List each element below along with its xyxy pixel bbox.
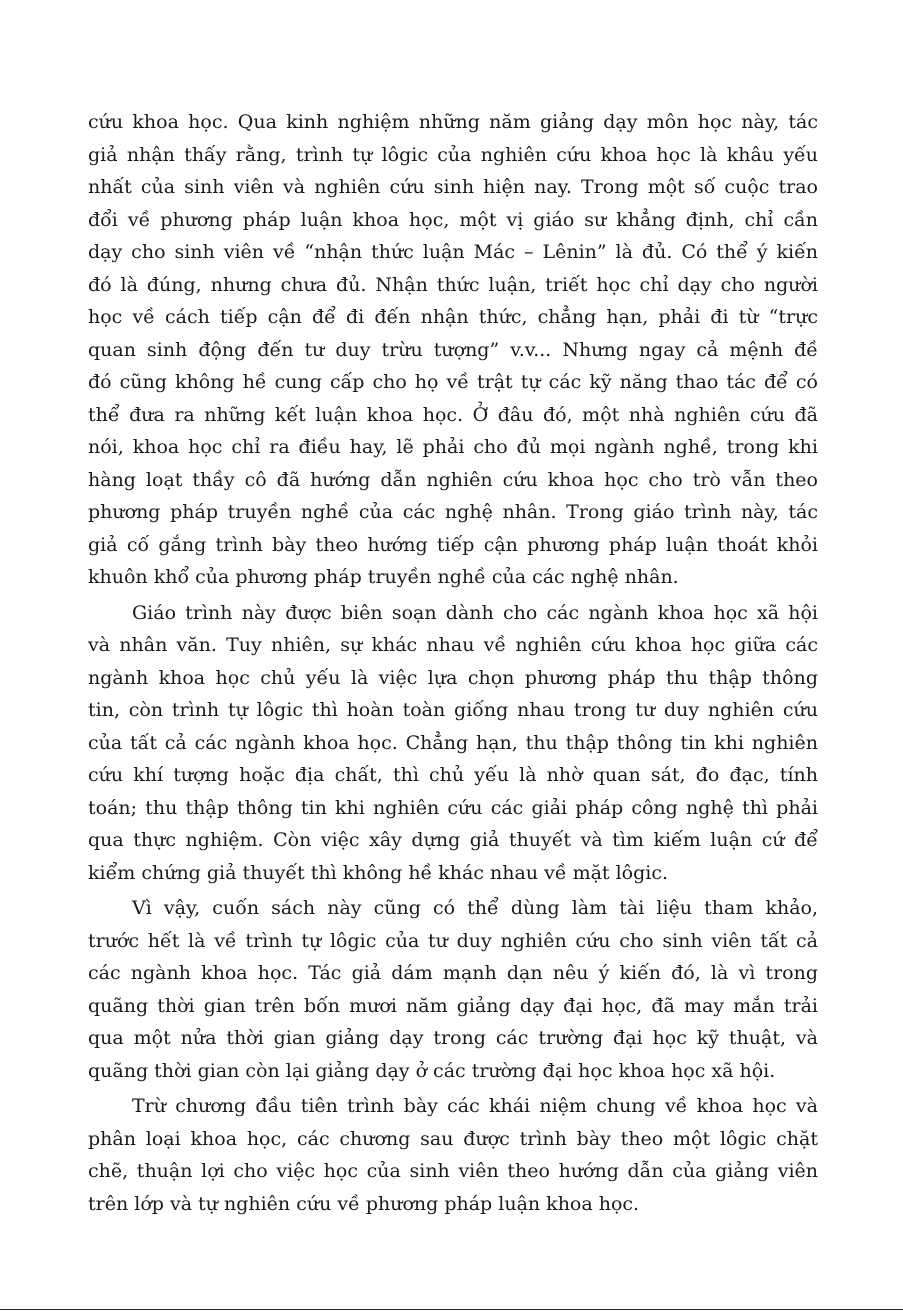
text-line: quan sinh động đến tư duy trừu tượng” v.v... Nhưng ngay cả mệnh đề: [88, 338, 818, 361]
text-line: trên lớp và tự nghiên cứu về phương pháp luận khoa học.: [88, 1192, 640, 1215]
text-line: qua một nửa thời gian giảng dạy trong các trường đại học kỹ thuật, và: [88, 1027, 818, 1049]
text-line: của tất cả các ngành khoa học. Chẳng hạn, thu thập thông tin khi nghiên: [88, 731, 818, 754]
text-line: đó cũng không hề cung cấp cho họ về trật tự các kỹ năng thao tác để có: [88, 371, 818, 393]
text-line: toán; thu thập thông tin khi nghiên cứu các giải pháp công nghệ thì phải: [88, 796, 818, 819]
text-line: quãng thời gian trên bốn mươi năm giảng dạy đại học, đã may mắn trải: [88, 994, 818, 1017]
text-line: dạy cho sinh viên về “nhận thức luận Mác – Lênin” là đủ. Có thể ý kiến: [88, 241, 818, 263]
text-line: đổi về phương pháp luận khoa học, một vị giáo sư khẳng định, chỉ cần: [88, 208, 818, 231]
text-line: kiểm chứng giả thuyết thì không hề khác nhau về mặt lôgic.: [88, 861, 669, 884]
text-line: quãng thời gian còn lại giảng dạy ở các trường đại học khoa học xã hội.: [88, 1059, 776, 1082]
paragraph-first-line: Trừ chương đầu tiên trình bày các khái niệm chung về khoa học và: [132, 1095, 818, 1117]
text-line: nhất của sinh viên và nghiên cứu sinh hiện nay. Trong một số cuộc trao: [88, 176, 818, 198]
text-line: học về cách tiếp cận để đi đến nhận thức, chẳng hạn, phải đi từ “trực: [88, 306, 818, 328]
text-line: phương pháp truyền nghề của các nghệ nhân. Trong giáo trình này, tác: [88, 501, 818, 523]
body-text: [88, 106, 818, 1220]
text-line: nói, khoa học chỉ ra điều hay, lẽ phải cho đủ mọi ngành nghề, trong khi: [88, 436, 818, 458]
page-bottom-edge: [0, 1309, 903, 1310]
text-line: thể đưa ra những kết luận khoa học. Ở đâu đó, một nhà nghiên cứu đã: [88, 403, 818, 426]
text-line: và nhân văn. Tuy nhiên, sự khác nhau về nghiên cứu khoa học giữa các: [88, 634, 818, 656]
text-line: tin, còn trình tự lôgic thì hoàn toàn giống nhau trong tư duy nghiên cứu: [88, 699, 818, 721]
text-line: giả cố gắng trình bày theo hướng tiếp cận phương pháp luận thoát khỏi: [88, 533, 818, 556]
text-line: khuôn khổ của phương pháp truyền nghề của các nghệ nhân.: [88, 566, 679, 588]
paragraph-first-line: Giáo trình này được biên soạn dành cho các ngành khoa học xã hội: [132, 601, 818, 624]
text-line: đó là đúng, nhưng chưa đủ. Nhận thức luận, triết học chỉ dạy cho người: [88, 273, 818, 296]
text-line: cứu khoa học. Qua kinh nghiệm những năm giảng dạy môn học này, tác: [88, 111, 818, 133]
text-line: ngành khoa học chủ yếu là việc lựa chọn phương pháp thu thập thông: [88, 666, 818, 689]
text-line: hàng loạt thầy cô đã hướng dẫn nghiên cứu khoa học cho trò vẫn theo: [88, 468, 818, 491]
text-line: các ngành khoa học. Tác giả dám mạnh dạn nêu ý kiến đó, là vì trong: [88, 962, 818, 984]
text-line: qua thực nghiệm. Còn việc xây dựng giả thuyết và tìm kiếm luận cứ để: [88, 829, 818, 851]
text-line: trước hết là về trình tự lôgic của tư duy nghiên cứu cho sinh viên tất cả: [88, 929, 818, 952]
text-line: cứu khí tượng hoặc địa chất, thì chủ yếu là nhờ quan sát, đo đạc, tính: [88, 764, 818, 786]
text-line: phân loại khoa học, các chương sau được trình bày theo một lôgic chặt: [88, 1127, 818, 1150]
paragraph-first-line: Vì vậy, cuốn sách này cũng có thể dùng làm tài liệu tham khảo,: [132, 897, 818, 919]
text-line: giả nhận thấy rằng, trình tự lôgic của nghiên cứu khoa học là khâu yếu: [88, 143, 818, 166]
text-line: chẽ, thuận lợi cho việc học của sinh viên theo hướng dẫn của giảng viên: [88, 1160, 818, 1182]
